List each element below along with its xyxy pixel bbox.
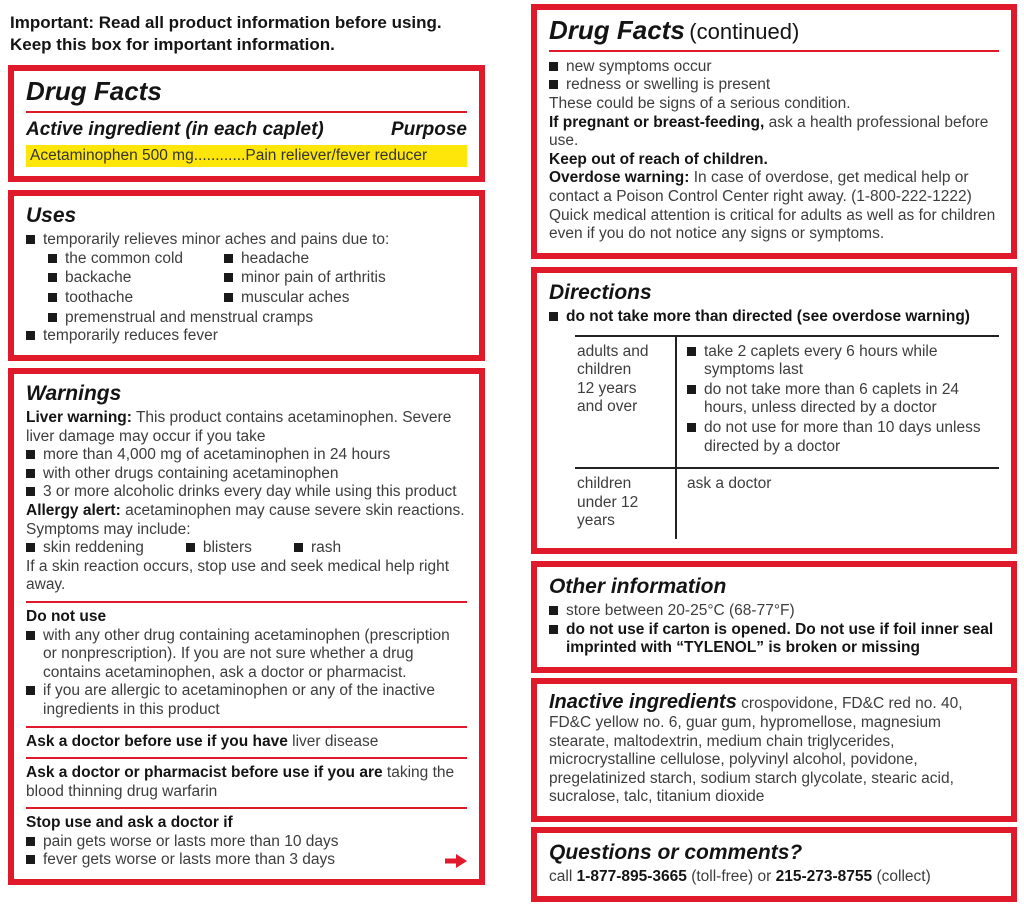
- left-column: [8, 0, 485, 885]
- right-column: [531, 4, 1017, 902]
- uses-main-bullet: [26, 231, 467, 250]
- tollfree-suffix: (toll-free) or: [691, 868, 772, 886]
- collect-suffix: (collect): [876, 868, 931, 886]
- divider: [26, 726, 467, 728]
- ask-pharmacist-text: taking the blood thinning drug warfarin: [26, 764, 455, 800]
- list-item: [549, 58, 999, 77]
- bullet-icon: [549, 80, 558, 89]
- list-item-text: rash: [310, 539, 342, 557]
- drug-facts-continued-suffix: (continued): [689, 19, 800, 44]
- list-item: [224, 269, 467, 288]
- list-item: [224, 250, 467, 269]
- ask-doctor-label: Ask a doctor before use if you have: [26, 732, 288, 750]
- bullet-icon: [687, 385, 696, 394]
- drug-facts-panel: [8, 65, 485, 182]
- age-group-line: 12 years: [577, 379, 637, 397]
- list-item-text: new symptoms occur: [566, 57, 712, 75]
- ingredient-highlight: Acetaminophen 500 mg............Pain reliever/fever reducer: [26, 145, 467, 167]
- bullet-icon: [26, 543, 35, 552]
- list-item: [48, 289, 224, 308]
- pregnant-warning-label: If pregnant or breast-feeding,: [549, 113, 765, 131]
- ask-doctor-text: liver disease: [292, 732, 379, 750]
- table-cell-age-group: [575, 469, 675, 539]
- table-row: [575, 337, 999, 468]
- list-item-text: the common cold: [65, 249, 184, 267]
- inactive-ingredients-title: Inactive ingredients: [549, 690, 737, 713]
- bullet-icon: [549, 625, 558, 634]
- bullet-icon: [26, 487, 35, 496]
- uses-second-bullet: [26, 327, 467, 346]
- directions-panel: [531, 267, 1017, 554]
- bullet-icon: [224, 293, 233, 302]
- bullet-icon: [48, 273, 57, 282]
- bullet-icon: [26, 235, 35, 244]
- divider: [26, 757, 467, 759]
- bullet-icon: [687, 423, 696, 432]
- list-item: [549, 621, 999, 658]
- keep-out-of-reach-note: Keep out of reach of children.: [549, 150, 768, 168]
- bullet-icon: [549, 606, 558, 615]
- bullet-icon: [48, 313, 57, 322]
- list-item-text: take 2 caplets every 6 hours while symptoms last: [704, 342, 938, 379]
- dosage-note: ask a doctor: [687, 475, 772, 493]
- table-cell-dosage: [675, 469, 999, 539]
- list-item: [224, 289, 467, 308]
- list-item-text: muscular aches: [241, 289, 350, 307]
- table-cell-age-group: [575, 337, 675, 468]
- list-item: [26, 539, 144, 558]
- directions-main-bullet-text: do not take more than directed (see overdose warning): [566, 308, 970, 326]
- allergy-alert: [26, 502, 467, 539]
- active-ingredient-label: Active ingredient (in each caplet): [26, 119, 324, 141]
- allergy-alert-text: acetaminophen may cause severe skin reactions. Symptoms may include:: [26, 501, 465, 538]
- bullet-icon: [549, 62, 558, 71]
- bullet-icon: [186, 543, 195, 552]
- directions-main-bullet: [549, 308, 999, 327]
- liver-warning-text: This product contains acetaminophen. Severe liver damage may occur if you take: [26, 409, 452, 445]
- uses-second-bullet-text: temporarily reduces fever: [43, 327, 218, 345]
- bullet-icon: [687, 347, 696, 356]
- directions-title: Directions: [549, 280, 652, 304]
- bullet-icon: [224, 254, 233, 263]
- stop-use-label: Stop use and ask a doctor if: [26, 814, 233, 832]
- list-item-text: with other drugs containing acetaminophen: [43, 464, 339, 482]
- uses-title: Uses: [26, 204, 77, 228]
- list-item: [549, 602, 999, 621]
- list-item-text: with any other drug containing acetaminophen (prescription or nonprescription). If you are not sure whether a drug contains acetaminophen, ask a doctor or pharmacist.: [43, 626, 450, 681]
- continued-arrow-icon: [445, 854, 467, 868]
- pregnant-warning-text: ask a health professional before use.: [549, 113, 989, 150]
- inactive-ingredients-text: crospovidone, FD&C red no. 40, FD&C yellow no. 6, guar gum, hypromellose, magnesium stearate, maltodextrin, medium chain triglycerides, microcrystalline cellulose, polyvinyl alcohol, povidone, pregelatinized starch, sodium starch glycolate, stearic acid, sucralose, talc, titanium dioxide: [549, 694, 963, 806]
- list-item-text: redness or swelling is present: [566, 76, 771, 94]
- do-not-use-label: Do not use: [26, 607, 107, 625]
- active-ingredient-header: [26, 119, 467, 141]
- list-item-text: minor pain of arthritis: [241, 269, 386, 287]
- other-information-panel: [531, 561, 1017, 673]
- drug-facts-title: Drug Facts: [26, 76, 162, 107]
- uses-panel: [8, 190, 485, 361]
- allergy-alert-label: Allergy alert:: [26, 501, 121, 519]
- collect-phone-number: 215-273-8755: [775, 868, 873, 886]
- list-item: [48, 250, 224, 269]
- age-group-line: years: [577, 512, 615, 530]
- questions-phone-line: [549, 868, 999, 887]
- list-item-text: do not use if carton is opened. Do not use if foil inner seal imprinted with “TYLENOL” is broken or missing: [566, 620, 994, 657]
- divider: [26, 601, 467, 603]
- bullet-icon: [26, 631, 35, 640]
- divider: [26, 807, 467, 809]
- age-group-line: children: [577, 361, 632, 379]
- list-item: [26, 483, 467, 502]
- dosage-table: [575, 335, 999, 539]
- list-item: [186, 539, 252, 558]
- table-row: [575, 467, 999, 539]
- tollfree-phone-number: 1-877-895-3665: [576, 868, 687, 886]
- important-note: [10, 12, 483, 56]
- list-item: [26, 446, 467, 465]
- bullet-icon: [26, 855, 35, 864]
- bullet-icon: [48, 293, 57, 302]
- allergy-note: If a skin reaction occurs, stop use and seek medical help right away.: [26, 557, 450, 594]
- overdose-warning: [549, 169, 999, 243]
- purpose-label: Purpose: [390, 119, 467, 141]
- age-group-line: and over: [577, 398, 638, 416]
- list-item: [549, 76, 999, 95]
- other-information-title: Other information: [549, 574, 727, 598]
- list-item-text: fever gets worse or lasts more than 3 days: [43, 851, 336, 869]
- list-item-text: do not use for more than 10 days unless directed by a doctor: [704, 418, 981, 455]
- allergy-symptoms: [26, 539, 467, 558]
- list-item: [687, 343, 999, 380]
- important-note-line2: Keep this box for important information.: [10, 35, 335, 55]
- list-item: [26, 682, 467, 719]
- questions-panel: [531, 827, 1017, 902]
- serious-condition-note: These could be signs of a serious condition.: [549, 95, 851, 113]
- list-item-text: 3 or more alcoholic drinks every day while using this product: [43, 483, 457, 501]
- list-item-text: store between 20-25°C (68-77°F): [566, 602, 795, 620]
- divider: [549, 50, 999, 52]
- list-item: [26, 833, 467, 852]
- list-item: [26, 465, 467, 484]
- list-item: [687, 419, 999, 456]
- list-item: [26, 627, 467, 683]
- list-item-text: do not take more than 6 caplets in 24 hours, unless directed by a doctor: [704, 380, 960, 417]
- list-item-text: if you are allergic to acetaminophen or any of the inactive ingredients in this product: [43, 682, 436, 718]
- list-item-text: blisters: [202, 539, 252, 557]
- uses-sub-bullets: [48, 250, 467, 327]
- bullet-icon: [26, 686, 35, 695]
- list-item: [687, 381, 999, 418]
- list-item: [294, 539, 341, 558]
- questions-title: Questions or comments?: [549, 840, 803, 864]
- drug-facts-continued-title: [549, 16, 999, 46]
- age-group-line: children: [577, 475, 632, 493]
- list-item: [48, 309, 467, 328]
- liver-warning: [26, 409, 467, 446]
- list-item-text: pain gets worse or lasts more than 10 days: [43, 832, 339, 850]
- list-item-text: headache: [241, 249, 310, 267]
- list-item-text: more than 4,000 mg of acetaminophen in 24 hours: [43, 446, 391, 464]
- important-note-line1: Important: Read all product information before using.: [10, 13, 442, 32]
- ask-pharmacist-label: Ask a doctor or pharmacist before use if you are: [26, 764, 383, 782]
- bullet-icon: [26, 450, 35, 459]
- list-item: [26, 851, 467, 870]
- inactive-ingredients-panel: [531, 678, 1017, 822]
- call-prefix: call: [549, 868, 573, 886]
- drug-facts-continued-panel: [531, 4, 1017, 259]
- list-item-text: premenstrual and menstrual cramps: [65, 308, 314, 326]
- warnings-panel: [8, 368, 485, 885]
- list-item: [48, 269, 224, 288]
- age-group-line: adults and: [577, 342, 649, 360]
- bullet-icon: [294, 543, 303, 552]
- ask-doctor: [26, 733, 467, 752]
- uses-main-bullet-text: temporarily relieves minor aches and pains due to:: [43, 231, 390, 249]
- table-cell-dosage: [675, 337, 999, 468]
- inactive-ingredients: [549, 690, 999, 807]
- warnings-title: Warnings: [26, 381, 122, 405]
- liver-warning-label: Liver warning:: [26, 409, 132, 427]
- bullet-icon: [26, 837, 35, 846]
- list-item-text: skin reddening: [43, 539, 144, 557]
- overdose-warning-label: Overdose warning:: [549, 169, 690, 187]
- age-group-line: under 12: [577, 493, 639, 511]
- divider: [26, 111, 467, 113]
- ask-pharmacist: [26, 764, 467, 801]
- list-item-text: backache: [65, 269, 132, 287]
- bullet-icon: [26, 331, 35, 340]
- bullet-icon: [48, 254, 57, 263]
- list-item-text: toothache: [65, 289, 134, 307]
- overdose-warning-text: In case of overdose, get medical help or contact a Poison Control Center right away. (1-800-222-1222) Quick medical attention is critical for adults as well as for children even if you do not notice any signs or symptoms.: [549, 169, 996, 243]
- bullet-icon: [549, 312, 558, 321]
- bullet-icon: [26, 469, 35, 478]
- bullet-icon: [224, 273, 233, 282]
- pregnant-warning: [549, 114, 999, 151]
- drug-facts-continued-title-text: Drug Facts: [549, 15, 685, 45]
